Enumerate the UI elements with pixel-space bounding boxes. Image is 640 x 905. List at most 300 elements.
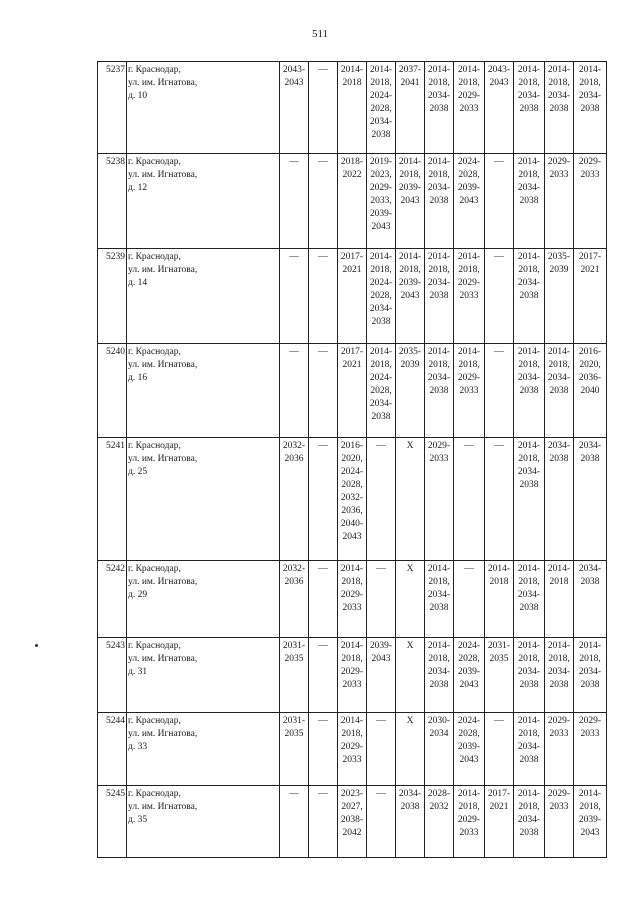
period-cell (574, 561, 607, 638)
period-line: 2034- (547, 373, 571, 383)
address-cell (127, 154, 280, 249)
period-line: 2041 (400, 78, 420, 88)
record-number: 5242 (98, 561, 127, 638)
period-line: — (464, 564, 474, 574)
period-line: 2028, (341, 480, 363, 490)
period-line: 2018, (370, 78, 392, 88)
address-line: д. 25 (128, 467, 148, 477)
period-cell (454, 249, 485, 344)
period-line: 2043 (284, 78, 304, 88)
period-line: — (494, 716, 504, 726)
period-line: 2033 (342, 680, 362, 690)
period-line: 2018, (458, 78, 480, 88)
table-row (98, 154, 607, 249)
registry-table (97, 61, 607, 858)
period-line: 2014- (427, 347, 451, 357)
period-line: 2034- (517, 183, 541, 193)
period-line: 2018 (549, 577, 569, 587)
period-line: 2038 (519, 603, 539, 613)
period-cell (425, 344, 454, 438)
period-cell (514, 638, 545, 713)
period-line: 2014- (340, 716, 364, 726)
period-cell (280, 786, 309, 858)
period-line: 2037- (398, 65, 422, 75)
period-cell (454, 154, 485, 249)
period-cell (280, 249, 309, 344)
period-line: 2032- (340, 493, 364, 503)
table-row (98, 713, 607, 786)
period-line: 2043 (459, 680, 479, 690)
period-line: 2043 (459, 755, 479, 765)
period-line: 2024- (457, 641, 481, 651)
address-line: г. Краснодар, (128, 789, 181, 799)
record-number: 5243 (98, 638, 127, 713)
address-line: г. Краснодар, (128, 252, 181, 262)
period-line: 2038 (519, 828, 539, 838)
period-cell (545, 713, 574, 786)
period-line: 2034- (369, 399, 393, 409)
period-line: — (494, 157, 504, 167)
period-line: 2036 (284, 454, 304, 464)
period-line: — (318, 441, 328, 451)
stray-mark (35, 644, 38, 647)
period-line: 2035 (284, 654, 304, 664)
period-line: 2038 (519, 386, 539, 396)
period-line: 2038 (371, 317, 391, 327)
period-line: 2024- (369, 278, 393, 288)
period-line: 2018, (428, 577, 450, 587)
period-cell (425, 438, 454, 561)
period-line: 2033 (459, 104, 479, 114)
period-line: 2018, (518, 577, 540, 587)
period-line: 2017- (340, 252, 364, 262)
period-line: 2018, (399, 170, 421, 180)
record-number: 5239 (98, 249, 127, 344)
period-cell (425, 249, 454, 344)
period-line: 2038 (549, 454, 569, 464)
address-cell (127, 249, 280, 344)
period-cell (514, 62, 545, 154)
period-line: 2043 (400, 291, 420, 301)
period-cell (454, 62, 485, 154)
period-line: — (376, 564, 386, 574)
period-line: 2014- (547, 564, 571, 574)
period-line: 2043 (371, 654, 391, 664)
period-line: 2020, (579, 360, 601, 370)
period-line: 2033, (370, 196, 392, 206)
period-line: 2028, (458, 654, 480, 664)
period-cell (485, 713, 514, 786)
period-line: 2039 (549, 265, 569, 275)
period-cell (309, 154, 338, 249)
period-line: 2038 (429, 680, 449, 690)
period-cell (514, 249, 545, 344)
period-line: 2034- (517, 815, 541, 825)
period-cell (338, 62, 367, 154)
period-cell (454, 786, 485, 858)
period-line: 2024- (369, 91, 393, 101)
period-line: 2029- (547, 716, 571, 726)
period-line: 2038 (519, 196, 539, 206)
period-line: 2017- (487, 789, 511, 799)
period-cell (485, 249, 514, 344)
address-line: ул. им. Игнатова, (128, 265, 198, 275)
period-line: 2014- (457, 789, 481, 799)
period-line: 2014- (427, 252, 451, 262)
period-line: 2018, (518, 265, 540, 275)
period-line: 2029- (340, 667, 364, 677)
period-line: 2016- (340, 441, 364, 451)
period-line: 2028, (370, 386, 392, 396)
period-line: 2034- (578, 667, 602, 677)
period-cell (396, 561, 425, 638)
period-cell (425, 713, 454, 786)
period-line: 2034- (427, 667, 451, 677)
address-line: ул. им. Игнатова, (128, 654, 198, 664)
period-cell (367, 249, 396, 344)
period-line: — (289, 252, 299, 262)
address-line: ул. им. Игнатова, (128, 170, 198, 180)
period-line: 2014- (398, 157, 422, 167)
period-cell (280, 344, 309, 438)
period-line: 2029- (340, 590, 364, 600)
period-line: 2039- (578, 815, 602, 825)
period-line: 2034- (578, 441, 602, 451)
period-cell (545, 561, 574, 638)
period-cell (367, 786, 396, 858)
period-cell (454, 561, 485, 638)
period-line: 2014- (517, 252, 541, 262)
period-line: 2030- (427, 716, 451, 726)
record-number: 5245 (98, 786, 127, 858)
period-line: 2024- (457, 157, 481, 167)
period-line: 2014- (340, 641, 364, 651)
period-line: 2034- (517, 667, 541, 677)
period-line: 2033 (580, 729, 600, 739)
period-cell (574, 438, 607, 561)
period-cell (309, 249, 338, 344)
period-line: 2018, (579, 802, 601, 812)
address-line: ул. им. Игнатова, (128, 577, 198, 587)
period-line: 2038 (549, 104, 569, 114)
period-cell (309, 638, 338, 713)
period-line: 2038 (429, 196, 449, 206)
period-cell (367, 154, 396, 249)
period-line: 2043- (282, 65, 306, 75)
period-line: 2014- (369, 252, 393, 262)
record-number: 5244 (98, 713, 127, 786)
period-line: 2034- (427, 373, 451, 383)
period-line: 2043 (342, 532, 362, 542)
period-cell (514, 713, 545, 786)
period-line: 2018, (428, 265, 450, 275)
period-line: 2034- (517, 373, 541, 383)
period-line: 2014- (369, 347, 393, 357)
period-line: 2023- (340, 789, 364, 799)
address-line: г. Краснодар, (128, 641, 181, 651)
period-line: 2014- (487, 564, 511, 574)
period-line: 2018, (458, 360, 480, 370)
period-cell (545, 249, 574, 344)
period-line: 2018, (428, 360, 450, 370)
period-line: 2018, (518, 729, 540, 739)
period-cell (425, 154, 454, 249)
period-cell (485, 638, 514, 713)
period-line: 2034- (427, 183, 451, 193)
period-line: 2014- (457, 347, 481, 357)
period-line: 2033 (549, 729, 569, 739)
table-row (98, 249, 607, 344)
period-line: 2042 (342, 828, 362, 838)
address-cell (127, 638, 280, 713)
period-line: 2014- (578, 65, 602, 75)
period-line: 2036, (341, 506, 363, 516)
period-line: 2029- (457, 91, 481, 101)
period-line: 2034- (517, 91, 541, 101)
period-line: 2014- (427, 157, 451, 167)
period-line: 2014- (517, 157, 541, 167)
period-line: 2036- (578, 373, 602, 383)
period-line: — (376, 716, 386, 726)
period-line: 2018, (370, 265, 392, 275)
period-line: 2014- (369, 65, 393, 75)
address-line: ул. им. Игнатова, (128, 729, 198, 739)
period-line: 2014- (457, 65, 481, 75)
period-line: 2039- (398, 183, 422, 193)
period-cell (574, 62, 607, 154)
period-cell (454, 638, 485, 713)
period-line: X (406, 716, 414, 726)
period-line: 2014- (517, 441, 541, 451)
period-line: 2018, (341, 577, 363, 587)
period-line: 2038 (429, 603, 449, 613)
period-cell (425, 638, 454, 713)
period-cell (338, 561, 367, 638)
period-cell (396, 786, 425, 858)
period-cell (309, 561, 338, 638)
period-line: 2035 (284, 729, 304, 739)
period-cell (485, 438, 514, 561)
period-line: 2035- (398, 347, 422, 357)
period-cell (338, 154, 367, 249)
period-line: 2038 (549, 680, 569, 690)
period-line: 2029- (578, 716, 602, 726)
period-line: — (289, 157, 299, 167)
period-line: 2014- (340, 564, 364, 574)
period-line: 2033 (549, 802, 569, 812)
period-line: — (289, 789, 299, 799)
period-line: 2039- (457, 667, 481, 677)
period-cell (425, 62, 454, 154)
period-line: 2043 (400, 196, 420, 206)
period-line: 2018, (428, 78, 450, 88)
period-line: 2014- (517, 789, 541, 799)
address-line: г. Краснодар, (128, 65, 181, 75)
period-line: 2018, (518, 454, 540, 464)
period-line: 2018, (518, 802, 540, 812)
period-line: — (494, 347, 504, 357)
period-line: 2014- (340, 65, 364, 75)
period-line: 2034- (427, 278, 451, 288)
period-line: 2028, (370, 104, 392, 114)
period-cell (280, 438, 309, 561)
period-line: 2031- (282, 716, 306, 726)
period-line: 2034- (517, 590, 541, 600)
address-line: ул. им. Игнатова, (128, 360, 198, 370)
period-line: 2032- (282, 564, 306, 574)
period-line: 2014- (517, 716, 541, 726)
period-line: 2014- (517, 347, 541, 357)
period-line: 2033 (580, 170, 600, 180)
table-row (98, 62, 607, 154)
period-line: 2016- (578, 347, 602, 357)
period-line: 2028- (427, 789, 451, 799)
period-line: 2014- (398, 252, 422, 262)
period-line: 2039- (398, 278, 422, 288)
period-cell (396, 249, 425, 344)
period-line: 2038 (519, 680, 539, 690)
period-line: 2014- (517, 641, 541, 651)
period-cell (280, 713, 309, 786)
period-cell (425, 561, 454, 638)
table-row (98, 638, 607, 713)
period-line: 2018, (370, 360, 392, 370)
period-cell (574, 249, 607, 344)
period-cell (280, 561, 309, 638)
period-line: X (406, 564, 414, 574)
address-line: д. 31 (128, 667, 148, 677)
period-line: 2043 (459, 196, 479, 206)
period-line: 2018 (342, 78, 362, 88)
period-line: 2036 (284, 577, 304, 587)
period-line: 2034- (427, 590, 451, 600)
period-line: — (318, 641, 328, 651)
period-cell (485, 344, 514, 438)
period-cell (514, 438, 545, 561)
address-cell (127, 561, 280, 638)
period-line: 2024- (369, 373, 393, 383)
period-line: 2014- (547, 641, 571, 651)
period-cell (574, 786, 607, 858)
period-cell (396, 62, 425, 154)
period-cell (338, 249, 367, 344)
period-cell (309, 786, 338, 858)
period-line: 2018, (548, 360, 570, 370)
address-line: г. Краснодар, (128, 347, 181, 357)
period-line: 2014- (427, 65, 451, 75)
period-cell (367, 62, 396, 154)
period-cell (485, 62, 514, 154)
record-number: 5238 (98, 154, 127, 249)
period-line: 2043 (580, 828, 600, 838)
period-line: 2021 (342, 265, 362, 275)
period-line: — (464, 441, 474, 451)
period-line: 2038 (429, 291, 449, 301)
period-line: 2018, (518, 170, 540, 180)
period-line: 2018, (579, 78, 601, 88)
period-cell (280, 638, 309, 713)
period-line: 2014- (517, 65, 541, 75)
period-line: 2024- (340, 467, 364, 477)
period-cell (545, 786, 574, 858)
period-line: — (318, 789, 328, 799)
period-cell (338, 638, 367, 713)
period-line: X (406, 441, 414, 451)
address-line: д. 33 (128, 742, 148, 752)
table-row (98, 561, 607, 638)
period-line: 2033 (459, 828, 479, 838)
period-line: 2018, (548, 78, 570, 88)
period-line: 2043 (371, 222, 391, 232)
period-line: 2038 (519, 480, 539, 490)
page-number: 511 (311, 28, 329, 40)
period-cell (367, 438, 396, 561)
period-line: — (318, 347, 328, 357)
period-line: 2035 (489, 654, 509, 664)
period-line: 2038- (340, 815, 364, 825)
period-line: 2018, (341, 654, 363, 664)
period-line: 2024- (457, 716, 481, 726)
period-line: 2038 (429, 386, 449, 396)
period-cell (545, 154, 574, 249)
period-line: 2018, (518, 654, 540, 664)
table-row (98, 438, 607, 561)
period-cell (425, 786, 454, 858)
period-line: 2038 (580, 680, 600, 690)
period-cell (514, 561, 545, 638)
period-line: 2039- (369, 641, 393, 651)
period-line: 2029- (457, 815, 481, 825)
period-line: 2018- (340, 157, 364, 167)
period-line: 2032- (282, 441, 306, 451)
period-cell (338, 438, 367, 561)
period-line: 2029- (547, 789, 571, 799)
period-cell (367, 344, 396, 438)
period-line: 2029- (457, 373, 481, 383)
period-cell (309, 438, 338, 561)
period-line: 2034- (369, 117, 393, 127)
period-line: 2014- (457, 252, 481, 262)
period-cell (338, 786, 367, 858)
period-line: 2043 (489, 78, 509, 88)
period-line: 2038 (429, 104, 449, 114)
period-line: — (289, 347, 299, 357)
period-line: 2034- (517, 278, 541, 288)
address-cell (127, 344, 280, 438)
address-line: д. 35 (128, 815, 148, 825)
period-line: 2019- (369, 157, 393, 167)
period-line: 2017- (340, 347, 364, 357)
period-cell (396, 438, 425, 561)
period-cell (309, 62, 338, 154)
period-line: 2014- (427, 641, 451, 651)
period-line: 2031- (282, 641, 306, 651)
period-cell (396, 713, 425, 786)
period-line: 2023, (370, 170, 392, 180)
period-line: 2038 (371, 130, 391, 140)
period-line: 2029- (369, 183, 393, 193)
period-line: 2018, (458, 802, 480, 812)
period-cell (574, 638, 607, 713)
period-line: 2029- (457, 278, 481, 288)
address-cell (127, 713, 280, 786)
table-row (98, 786, 607, 858)
period-line: 2018, (428, 170, 450, 180)
period-line: 2039 (400, 360, 420, 370)
period-line: — (494, 441, 504, 451)
period-cell (280, 154, 309, 249)
period-line: — (494, 252, 504, 262)
